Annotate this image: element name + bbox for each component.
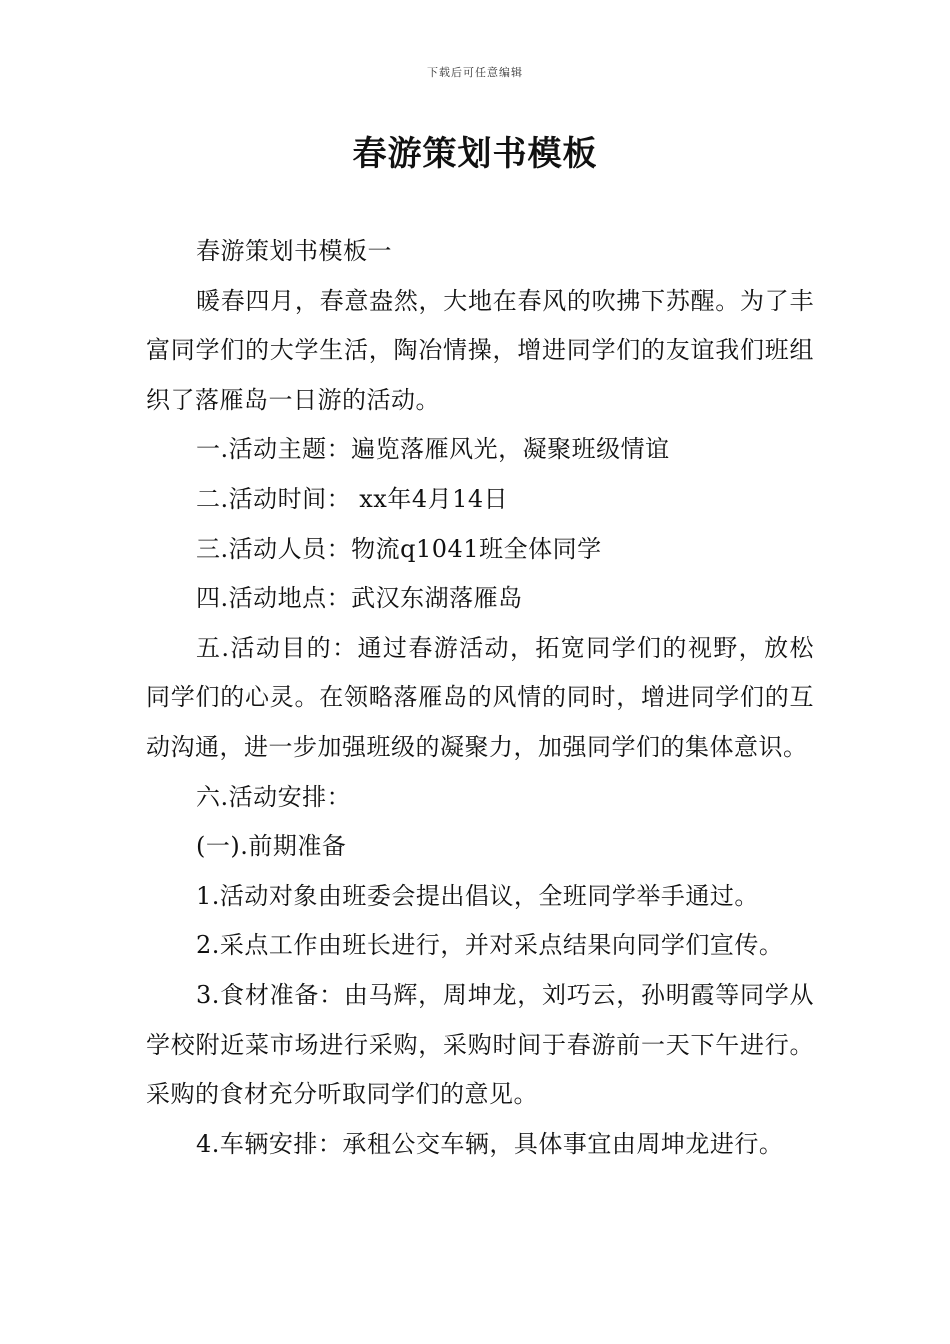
document-body — [146, 227, 814, 1169]
document-title: 春游策划书模板 — [352, 134, 598, 174]
paragraph-preparation: (一).前期准备 — [196, 832, 347, 861]
paragraph-intro: 暖春四月，春意盎然，大地在春风的吹拂下苏醒。为了丰富同学们的大学生活，陶冶情操，增进同学们的友谊我们班组织了落雁岛一日游的活动。 — [146, 286, 814, 414]
paragraph-purpose: 五.活动目的：通过春游活动，拓宽同学们的视野，放松同学们的心灵。在领略落雁岛的风情的同时，增进同学们的互动沟通，进一步加强班级的凝聚力，加强同学们的集体意识。 — [146, 633, 814, 761]
paragraph-item-3: 3.食材准备：由马辉，周坤龙，刘巧云，孙明霞等同学从学校附近菜市场进行采购，采购时间于春游前一天下午进行。采购的食材充分听取同学们的意见。 — [146, 980, 814, 1109]
header-note: 下载后可任意编辑 — [427, 66, 523, 79]
paragraph-arrangement: 六.活动安排： — [196, 782, 352, 811]
paragraph-participants: 三.活动人员：物流q1041班全体同学 — [196, 534, 602, 563]
paragraph-item-1: 1.活动对象由班委会提出倡议，全班同学举手通过。 — [196, 881, 759, 910]
paragraph-item-2: 2.采点工作由班长进行，并对采点结果向同学们宣传。 — [196, 931, 784, 960]
paragraph-time: 二.活动时间： xx年4月14日 — [196, 484, 509, 513]
paragraph-subtitle: 春游策划书模板一 — [196, 237, 392, 265]
paragraph-item-4: 4.车辆安排：承租公交车辆，具体事宜由周坤龙进行。 — [196, 1129, 784, 1158]
paragraph-location: 四.活动地点：武汉东湖落雁岛 — [196, 584, 523, 613]
paragraph-theme: 一.活动主题：遍览落雁风光，凝聚班级情谊 — [196, 435, 670, 464]
